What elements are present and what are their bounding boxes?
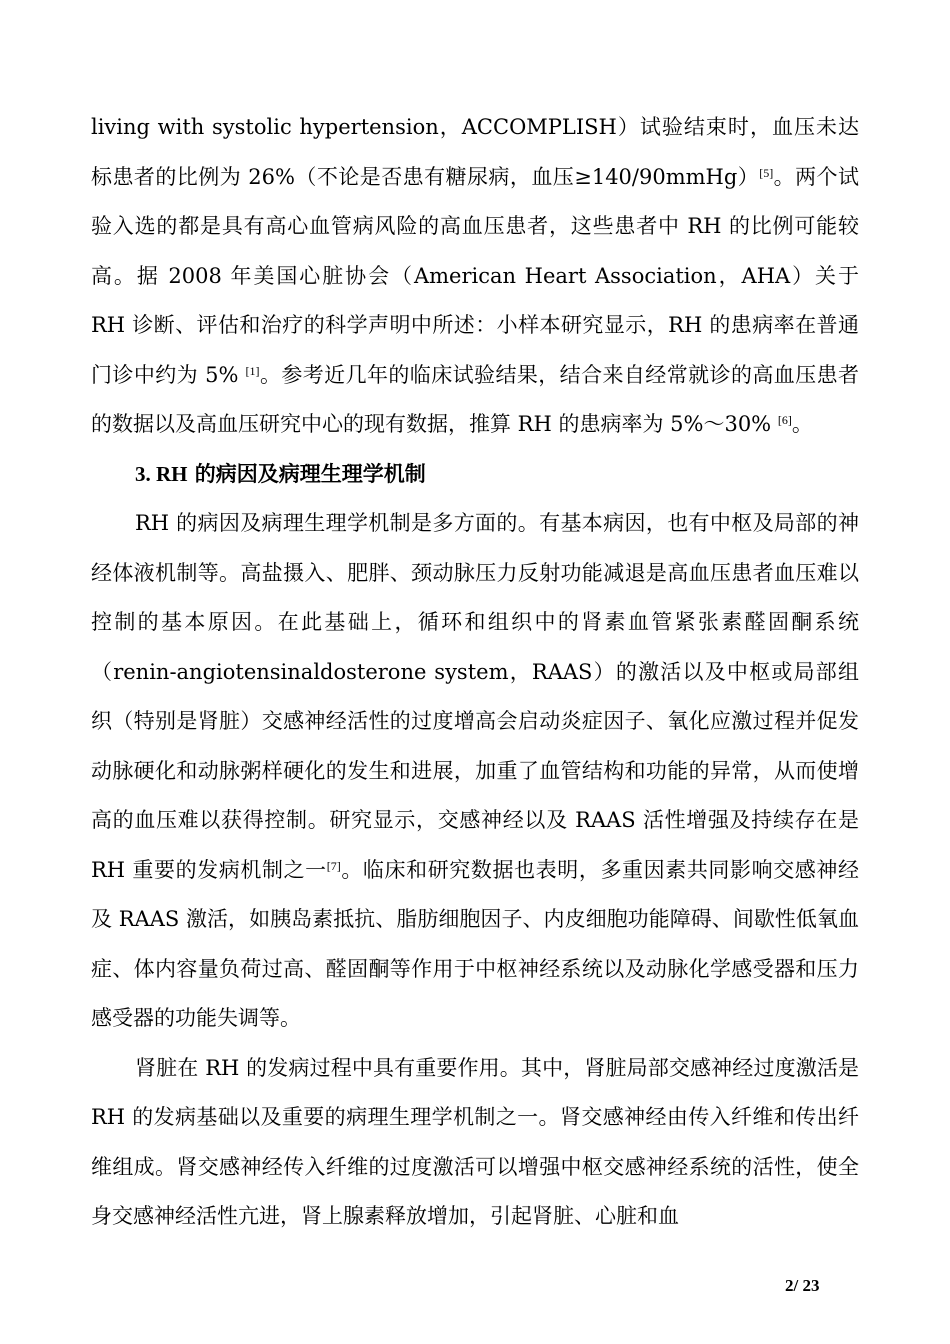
paragraph-text: 。参考近几年的临床试验结果，结合来自经常就诊的高血压患者的数据以及高血压研究中心的现有数据，推算 RH 的患病率为 5%～30% [91,362,859,436]
paragraph-kidney [91,1044,859,1242]
page-current: 2 [785,1276,794,1295]
paragraph-text: living with systolic hypertension，ACCOMPLISH）试验结束时，血压未达标患者的比例为 26%（不论是否患有糖尿病，血压≥140/90mmHg） [91,115,859,189]
citation-ref: [1] [245,363,260,378]
section-title-prefix: RH [156,461,188,486]
page-separator: / [793,1276,799,1295]
page-total: 23 [802,1276,820,1295]
paragraph-text: 。两个试验入选的都是具有高心血管病风险的高血压患者，这些患者中 RH 的比例可能较高。据 2008 年美国心脏协会（American Heart Association，AHA）关于 RH 诊断、评估和治疗的科学声明中所述：小样本研究显示，RH 的患病率在普通门诊中约为 5% [91,164,859,387]
section-heading [91,450,859,500]
section-title: 的病因及病理生理学机制 [187,461,426,486]
page-number [785,1276,819,1296]
paragraph-text: 肾脏在 RH 的发病过程中具有重要作用。其中，肾脏局部交感神经过度激活是 RH 的发病基础以及重要的病理生理学机制之一。肾交感神经由传入纤维和传出纤维组成。肾交感神经传入纤维的过度激活可以增强中枢交感神经系统的活性，使全身交感神经活性亢进，肾上腺素释放增加，引起肾脏、心脏和血 [91,1055,859,1228]
paragraph-text: 。临床和研究数据也表明，多重因素共同影响交感神经及 RAAS 激活，如胰岛素抵抗、脂肪细胞因子、内皮细胞功能障碍、间歇性低氧血症、体内容量负荷过高、醛固酮等作用于中枢神经系统以及动脉化学感受器和压力感受器的功能失调等。 [91,857,859,1030]
citation-ref: [5] [759,165,774,180]
citation-ref: [7] [326,858,341,873]
paragraph-text: RH 的病因及病理生理学机制是多方面的。有基本病因，也有中枢及局部的神经体液机制等。高盐摄入、肥胖、颈动脉压力反射功能减退是高血压患者血压难以控制的基本原因。在此基础上，循环和组织中的肾素血管紧张素醛固酮系统（renin-angiotensinaldosterone system，RAAS）的激活以及中枢或局部组织（特别是肾脏）交感神经活性的过度增高会启动炎症因子、氧化应激过程并促发动脉硬化和动脉粥样硬化的发生和进展，加重了血管结构和功能的异常，从而使增高的血压难以获得控制。研究显示，交感神经以及 RAAS 活性增强及持续存在是 RH 重要的发病机制之一 [91,511,859,882]
paragraph-prevalence [91,103,859,450]
citation-ref: [6] [777,413,792,427]
paragraph-mechanism [91,499,859,1044]
section-number: 3. [135,461,151,486]
document-page [91,103,859,1242]
paragraph-text: 。 [791,412,813,436]
